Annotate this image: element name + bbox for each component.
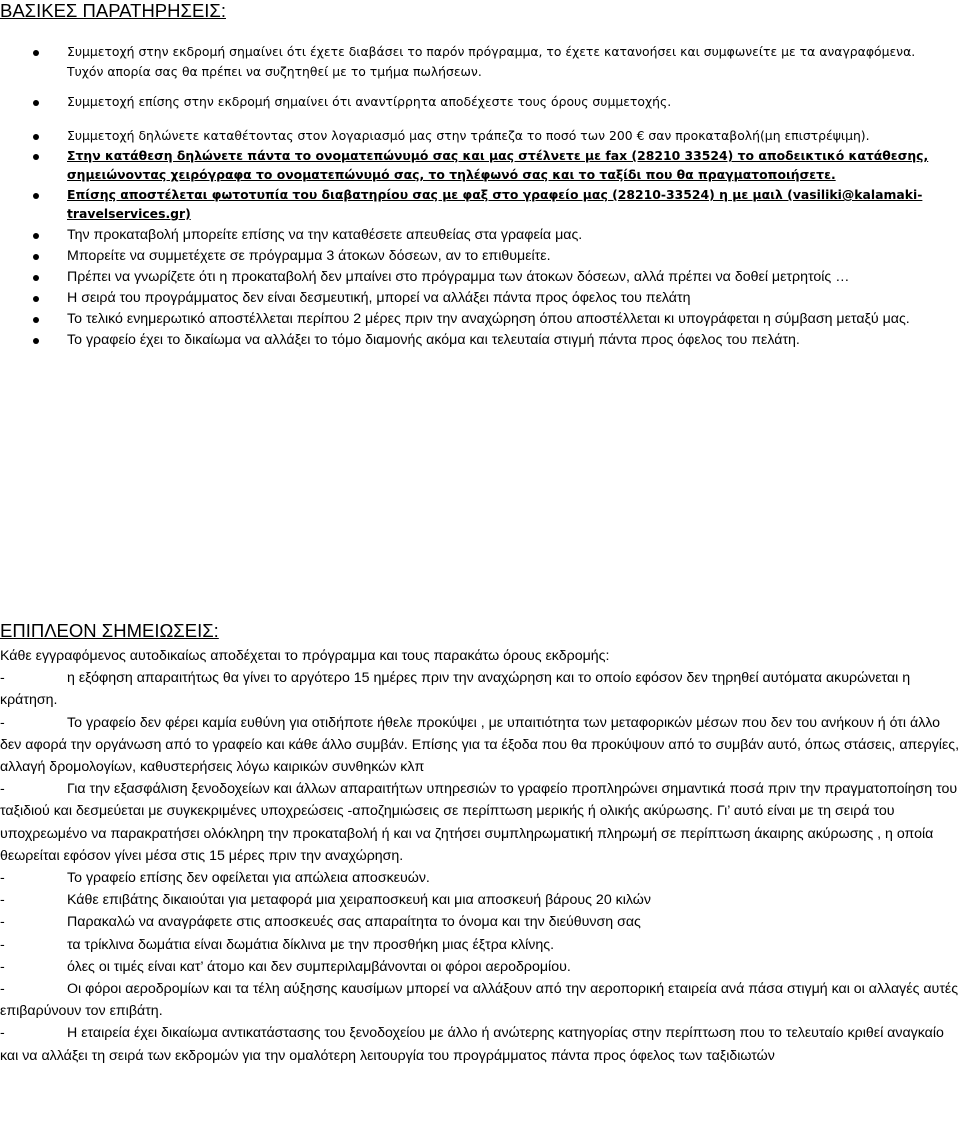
- list-item: Συμμετοχή στην εκδρομή σημαίνει ότι έχετε διαβάσει το παρόν πρόγραμμα, το έχετε κατανοήσει και συμφωνείτε με τα αναγραφόμενα. Τυχόν απορία σας θα πρέπει να συζητηθεί με το τμήμα πωλήσεων.: [0, 42, 960, 82]
- bullet-icon: [33, 134, 39, 140]
- dash-marker: -: [0, 892, 5, 909]
- bullet-icon: [33, 317, 39, 323]
- extra-notes-section: [0, 645, 960, 1067]
- bullet-icon: [33, 233, 39, 239]
- basic-notes-list: [0, 42, 960, 351]
- bullet-icon: [33, 50, 39, 56]
- dash-marker: -: [0, 958, 5, 975]
- note-item: - Οι φόροι αεροδρομίων και τα τέλη αύξησης καυσίμων μπορεί να αλλάξουν από την αεροπορική εταιρεία ανά πάσα στιγμή και οι αλλαγές αυτές επιβαρύνουν τον επιβάτη.: [0, 978, 960, 1022]
- dash-marker: -: [0, 670, 5, 687]
- heading-extra-notes: ΕΠΙΠΛΕΟΝ ΣΗΜΕΙΩΣΕΙΣ:: [0, 620, 219, 641]
- note-item: - όλες οι τιμές είναι κατ’ άτομο και δεν συμπεριλαμβάνονται οι φόροι αεροδρομίου.: [0, 956, 960, 978]
- dash-marker: -: [0, 981, 5, 998]
- bullet-icon: [33, 100, 39, 106]
- bullet-icon: [33, 296, 39, 302]
- dash-marker: -: [0, 914, 5, 931]
- note-item: - Η εταιρεία έχει δικαίωμα αντικατάστασης του ξενοδοχείου με άλλο ή ανώτερης κατηγορίας στην περίπτωση που το τελευταίο κριθεί αναγκαίο και να αλλάξει τη σειρά των εκδρομών για την ομαλότερη λειτουργία του προγράμματος πάντα προς όφελος των ταξιδιωτών: [0, 1022, 960, 1066]
- notes-intro: Κάθε εγγραφόμενος αυτοδικαίως αποδέχεται το πρόγραμμα και τους παρακάτω όρους εκδρομής:: [0, 648, 610, 664]
- dash-marker: -: [0, 870, 5, 887]
- bullet-icon: [33, 154, 39, 160]
- bullet-icon: [33, 254, 39, 260]
- list-item: Το γραφείο έχει το δικαίωμα να αλλάξει το τόμο διαμονής ακόμα και τελευταία στιγμή πάντα προς όφελος του πελάτη.: [0, 330, 960, 351]
- list-item: Επίσης αποστέλεται φωτοτυπία του διαβατηρίου σας με φαξ στο γραφείο μας (28210-33524) η με μαιλ (vasiliki@kalamaki-travelservices.gr): [0, 185, 960, 223]
- list-item: Την προκαταβολή μπορείτε επίσης να την καταθέσετε απευθείας στα γραφεία μας.: [0, 225, 960, 246]
- dash-marker: -: [0, 781, 5, 798]
- note-item: - Κάθε επιβάτης δικαιούται για μεταφορά μια χειραποσκευή και μια αποσκευή βάρους 20 κιλών: [0, 889, 960, 911]
- list-item: Η σειρά του προγράμματος δεν είναι δεσμευτική, μπορεί να αλλάξει πάντα προς όφελος του πελάτη: [0, 288, 960, 309]
- bullet-icon: [33, 338, 39, 344]
- dash-marker: -: [0, 1025, 5, 1042]
- bullet-icon: [33, 193, 39, 199]
- dash-marker: -: [0, 714, 5, 731]
- note-item: - Για την εξασφάλιση ξενοδοχείων και άλλων απαραιτήτων υπηρεσιών το γραφείο προπληρώνει σημαντικά ποσά πριν την πραγματοποίηση του ταξιδιού και δεσμεύεται με συγκεκριμένες υποχρεώσεις -αποζημιώσεις σε περίπτωση μερικής ή ολικής ακύρωσης. Γι’ αυτό είναι με τη σειρά του υποχρεωμένο να παρακρατήσει ολόκληρη την προκαταβολή ή και να ζητήσει συμπληρωματική πληρωμή σε περίπτωση άκαιρης ακύρωσης , η οποία θεωρείται εφόσον γίνει μέσα στις 15 μέρες πριν την αναχώρηση.: [0, 778, 960, 867]
- list-item: Συμμετοχή επίσης στην εκδρομή σημαίνει ότι αναντίρρητα αποδέχεστε τους όρους συμμετοχής.: [0, 92, 960, 112]
- note-item: - Το γραφείο επίσης δεν οφείλεται για απώλεια αποσκευών.: [0, 867, 960, 889]
- note-item: - Παρακαλώ να αναγράφετε στις αποσκευές σας απαραίτητα το όνομα και την διεύθυνση σας: [0, 911, 960, 933]
- list-item: Πρέπει να γνωρίζετε ότι η προκαταβολή δεν μπαίνει στο πρόγραμμα των άτοκων δόσεων, αλλά πρέπει να δοθεί μετρητοίς …: [0, 267, 960, 288]
- note-item: - η εξόφηση απαραιτήτως θα γίνει το αργότερο 15 ημέρες πριν την αναχώρηση και το οποίο εφόσον δεν τηρηθεί αυτόματα ακυρώνεται η κράτηση.: [0, 667, 960, 711]
- dash-marker: -: [0, 936, 5, 953]
- list-item: Μπορείτε να συμμετέχετε σε πρόγραμμα 3 άτοκων δόσεων, αν το επιθυμείτε.: [0, 246, 960, 267]
- list-item: Συμμετοχή δηλώνετε καταθέτοντας στον λογαριασμό μας στην τράπεζα το ποσό των 200 € σαν προκαταβολή(μη επιστρέψιμη).: [0, 126, 960, 146]
- list-item: Στην κατάθεση δηλώνετε πάντα το ονοματεπώνυμό σας και μας στέλνετε με fax (28210 33524) το αποδεικτικό κατάθεσης, σημειώνοντας χειρόγραφα το ονοματεπώνυμό σας, το τηλέφωνό σας και το ταξίδι που θα πραγματοποιήσετε.: [0, 146, 960, 184]
- heading-basic-notes: ΒΑΣΙΚΕΣ ΠΑΡΑΤΗΡΗΣΕΙΣ:: [0, 0, 226, 21]
- bullet-icon: [33, 275, 39, 281]
- list-item: Το τελικό ενημερωτικό αποστέλλεται περίπου 2 μέρες πριν την αναχώρηση όπου αποστέλλεται κι υπογράφεται η σύμβαση μεταξύ μας.: [0, 309, 960, 330]
- note-item: - τα τρίκλινα δωμάτια είναι δωμάτια δίκλινα με την προσθήκη μιας έξτρα κλίνης.: [0, 934, 960, 956]
- note-item: - Το γραφείο δεν φέρει καμία ευθύνη για οτιδήποτε ήθελε προκύψει , με υπαιτιότητα των μεταφορικών μέσων που δεν του ανήκουν ή ότι άλλο δεν αφορά την οργάνωση από το γραφείο και κάθε άλλο συμβάν. Επίσης για τα έξοδα που θα προκύψουν από το συμβάν αυτό, όπως στάσεις, απεργίες, αλλαγή δρομολογίων, καθυστερήσεις λόγω καιρικών συνθηκών κλπ: [0, 712, 960, 779]
